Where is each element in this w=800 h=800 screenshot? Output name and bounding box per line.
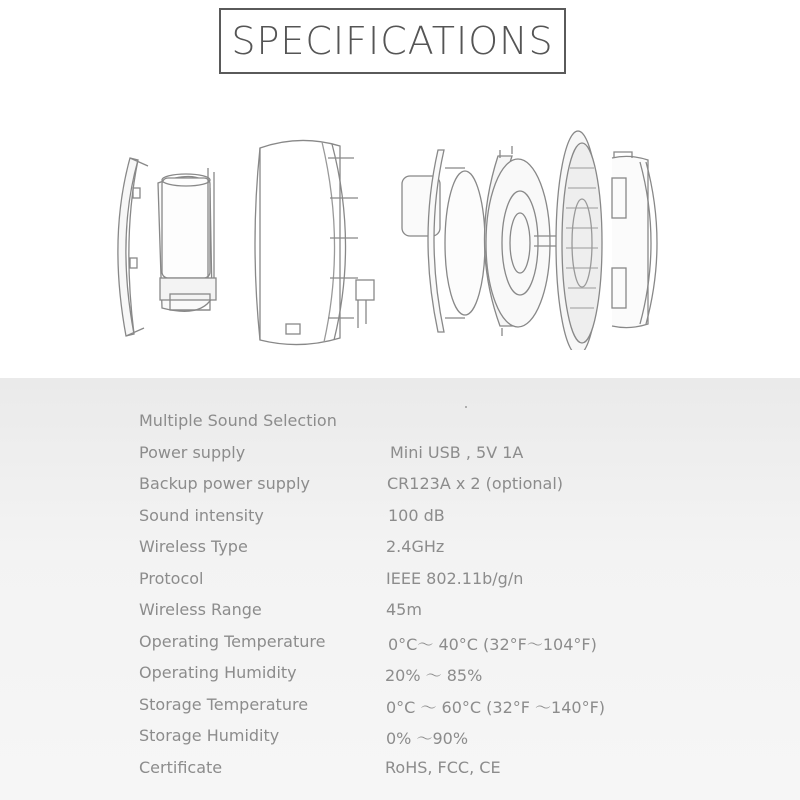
spec-label: Operating Temperature [139,632,326,651]
spec-row [0,474,800,498]
housing-part [255,140,374,344]
spec-label: Backup power supply [139,474,310,493]
circuit-board-part [402,146,560,336]
exploded-view-illustration [100,128,670,350]
page-title: SPECIFICATIONS [231,19,554,63]
spec-row [0,695,800,719]
battery-holder-part [158,168,216,311]
title-box [219,8,566,74]
front-ring-part [612,152,657,328]
spec-value: 100 dB [388,506,445,525]
spec-row [0,443,800,467]
spec-row [0,663,800,687]
product-illustration-section [0,0,800,378]
spec-label: Wireless Type [139,537,248,556]
spec-row [0,537,800,561]
spec-value: Mini USB , 5V 1A [390,443,524,462]
spec-value: 2.4GHz [386,537,445,556]
spec-value: 0°C ～ 60°C (32°F ～140°F) [386,698,606,717]
spec-label: Operating Humidity [139,663,297,682]
spec-label: Storage Temperature [139,695,309,714]
spec-label: Sound intensity [139,506,264,525]
spec-row [0,411,800,435]
spec-value: CR123A x 2 (optional) [387,474,564,493]
spec-row [0,726,800,750]
spec-row [0,758,800,782]
spec-row [0,506,800,530]
grille-part [556,131,602,350]
spec-value: IEEE 802.11b/g/n [386,569,524,588]
spec-label: Protocol [139,569,204,588]
spec-label: Storage Humidity [139,726,280,745]
spec-label: Certificate [139,758,223,777]
back-plate-part [118,158,148,336]
spec-row [0,632,800,656]
spec-value: 20% ～ 85% [385,666,483,685]
spec-value: 0% ～90% [386,729,469,748]
spec-label: Multiple Sound Selection [139,411,337,430]
spec-label: Power supply [139,443,246,462]
spec-value: RoHS, FCC, CE [385,758,501,777]
spec-row [0,569,800,593]
spec-label: Wireless Range [139,600,262,619]
spec-value: 0°C～ 40°C (32°F～104°F) [388,635,597,654]
spec-row [0,600,800,624]
stray-dot [465,406,467,408]
spec-value: 45m [386,600,422,619]
